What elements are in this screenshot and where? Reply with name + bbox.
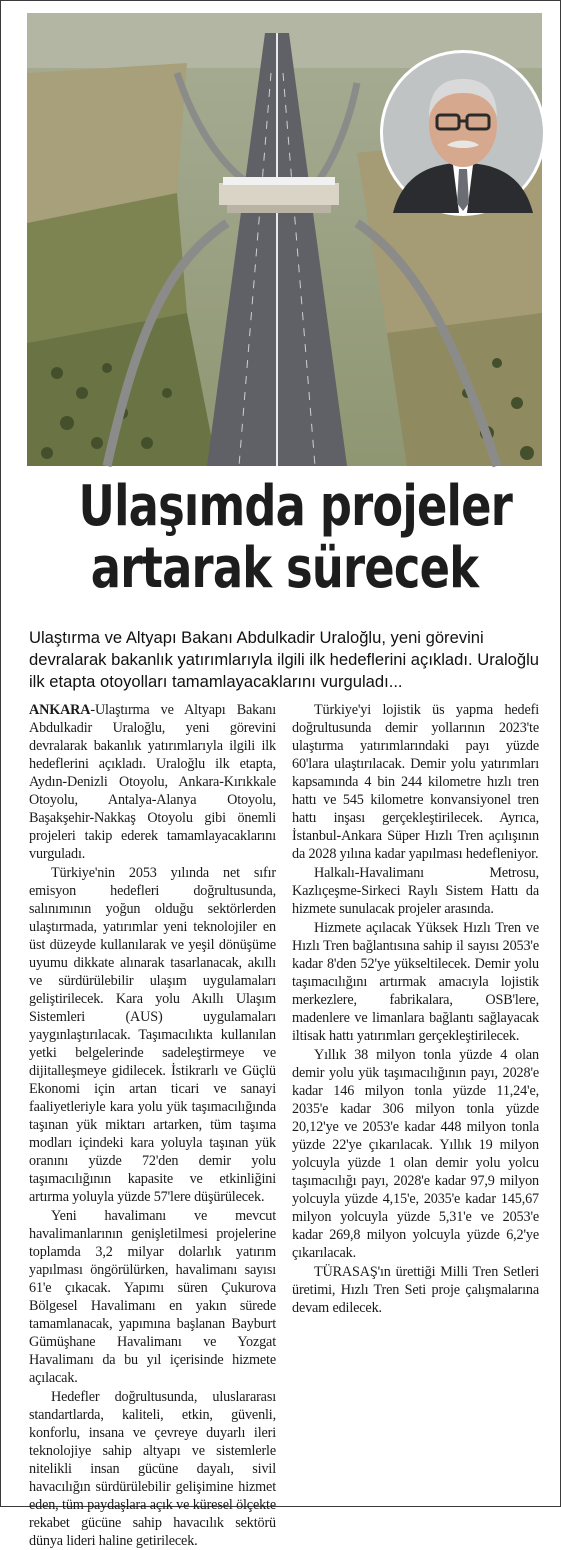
headline-line-1: Ulaşımda projeler (78, 474, 512, 539)
highway-aerial-photo (27, 13, 542, 466)
paragraph-5: Türkiye'yi lojistik üs yapma hedefi doğrultusunda demir yollarının 2023'te ulaştırma yatırımlarındaki payı yüzde 60'lara ulaştırılacak. Demir yolu yatırımları kapsamında 4 bin 244 kilometre hızlı tren hattı ve 545 kilometre konvansiyonel tren hattı inşası gerçekleştirilecek. Ayrıca, İstanbul-Ankara Süper Hızlı Tren açılışının da 2028 yılına kadar yapılması hedefleniyor. (292, 702, 539, 862)
paragraph-6: Halkalı-Havalimanı Metrosu, Kazlıçeşme-Sirkeci Raylı Sistem Hattı da hizmete sunulacak projeler arasında. (292, 865, 539, 917)
paragraph-1 (29, 701, 276, 863)
paragraph-2: Türkiye'nin 2053 yılında net sıfır emisyon hedefleri doğrultusunda, salınımının yoğun olduğu sektörlerden ulaştırmada, yatırımlar yeni teknolojiler en üst düzeyde kullanılarak ve yeşil dönüşüme uyumu dikkate alınarak tasarlanacak, akıllı ve sürdürülebilir ulaşım uygulamaları geliştirilecek. Kara yolu Akıllı Ulaşım Sistemleri (AUS) uygulamaları yaygınlaştırılacak. Taşımacılıkta kullanılan yetki belgelerinde sadeleştirmeye ve dijitalleşmeye gidilecek. İstikrarlı ve Güçlü Ekonomi için artan ticari ve sanayi faaliyetleriyle kara yolu yük taşımacılığında taşınan yük miktarı artarken, tüm taşıma modları içindeki kara yoluyla taşınan yük oranını yüzde 72'den demir yolu taşımacılığının kapasite ve etkinliğini artırma yoluyla yüzde 57'lere düşürülecek. (29, 865, 276, 1205)
paragraph-4: Hedefler doğrultusunda, uluslararası standartlarda, kaliteli, etkin, güvenli, konforlu, insana ve çevreye duyarlı ileri teknolojiye sahip altyapı ve sistemlerle nitelikli insan gücüne dayalı, sivil havacılığın sürdürülebilir gelişimine hizmet eden, tüm paydaşlara açık ve küresel ölçekte rekabet gücüne sahip havacılık sektörü dünya lideri haline getirilecek. (29, 1389, 276, 1549)
paragraph-7: Hizmete açılacak Yüksek Hızlı Tren ve Hızlı Tren bağlantısına sahip il sayısı 2053'e kadar 8'den 52'ye yükseltilecek. Demir yolu taşımacılığını artırmak amacıyla lojistik merkezlere, fabrikalara, OSB'lere, madenlere ve limanlara bağlantı sağlayacak iltisak hattı yatırımları gerçekleştirilecek. (292, 920, 539, 1044)
paragraph-1-text: -Ulaştırma ve Altyapı Bakanı Abdulkadir Uraloğlu, yeni görevini devralarak bakanlık yatırımlarıyla ilgili ilk hedeflerini açıkladı. Uraloğlu ilk etapta, Aydın-Denizli Otoyolu, Ankara-Kırıkkale Otoyolu, Antalya-Alanya Otoyolu, Başakşehir-Nakkaş Otoyolu gibi önemli projeleri takip ederek tamamlayacaklarını vurguladı. (29, 702, 276, 862)
column-right (292, 701, 539, 1550)
lede: Ulaştırma ve Altyapı Bakanı Abdulkadir Uraloğlu, yeni görevini devralarak bakanlık yatırımlarıyla ilgili ilk hedeflerini açıkladı. Uraloğlu ilk etapta otoyolları tamamlayacaklarını vurguladı... (29, 628, 540, 691)
article-body (29, 701, 539, 1550)
headline-line-2: artarak sürecek (90, 536, 479, 601)
dateline: ANKARA (29, 702, 91, 718)
headline (27, 476, 542, 600)
column-left (29, 701, 276, 1550)
minister-portrait (383, 53, 543, 213)
paragraph-8: Yıllık 38 milyon tonla yüzde 4 olan demir yolu yük taşımacılığının payı, 2028'e kadar 146 milyon tonla yüzde 11,24'e, 2035'e kadar 306 milyon tonla yüzde 20,12'ye ve 2053'e kadar 448 milyon tonla yüzde 22'ye çıkarılacak. Yıllık 19 milyon yolcuyla yüzde 1 olan demir yolu yolcu taşımacılığı payı, 2028'e kadar 97,9 milyon yolcuyla yüzde 4,15'e, 2035'e kadar 145,67 milyon yolcuyla yüzde 5,31'e ve 2053'e kadar 269,8 milyon yolcuyla yüzde 6,2'ye çıkarılacak. (292, 1047, 539, 1261)
paragraph-3: Yeni havalimanı ve mevcut havalimanlarının genişletilmesi projelerine toplamda 3,2 milyar dolarlık yatırım yapılması öngörülürken, havalimanı sayısı 61'e çıkacak. Yapımı süren Çukurova Bölgesel Havalimanı en yakın sürede tamamlanacak, yapımına başlanan Bayburt Gümüşhane Havalimanı ve Yozgat Havalimanı da bu yıl içerisinde hizmete açılacak. (29, 1208, 276, 1386)
portrait-illustration (383, 53, 543, 213)
paragraph-9: TÜRASAŞ'ın ürettiği Milli Tren Setleri üretimi, Hızlı Tren Seti proje çalışmalarına devam edilecek. (292, 1264, 539, 1316)
